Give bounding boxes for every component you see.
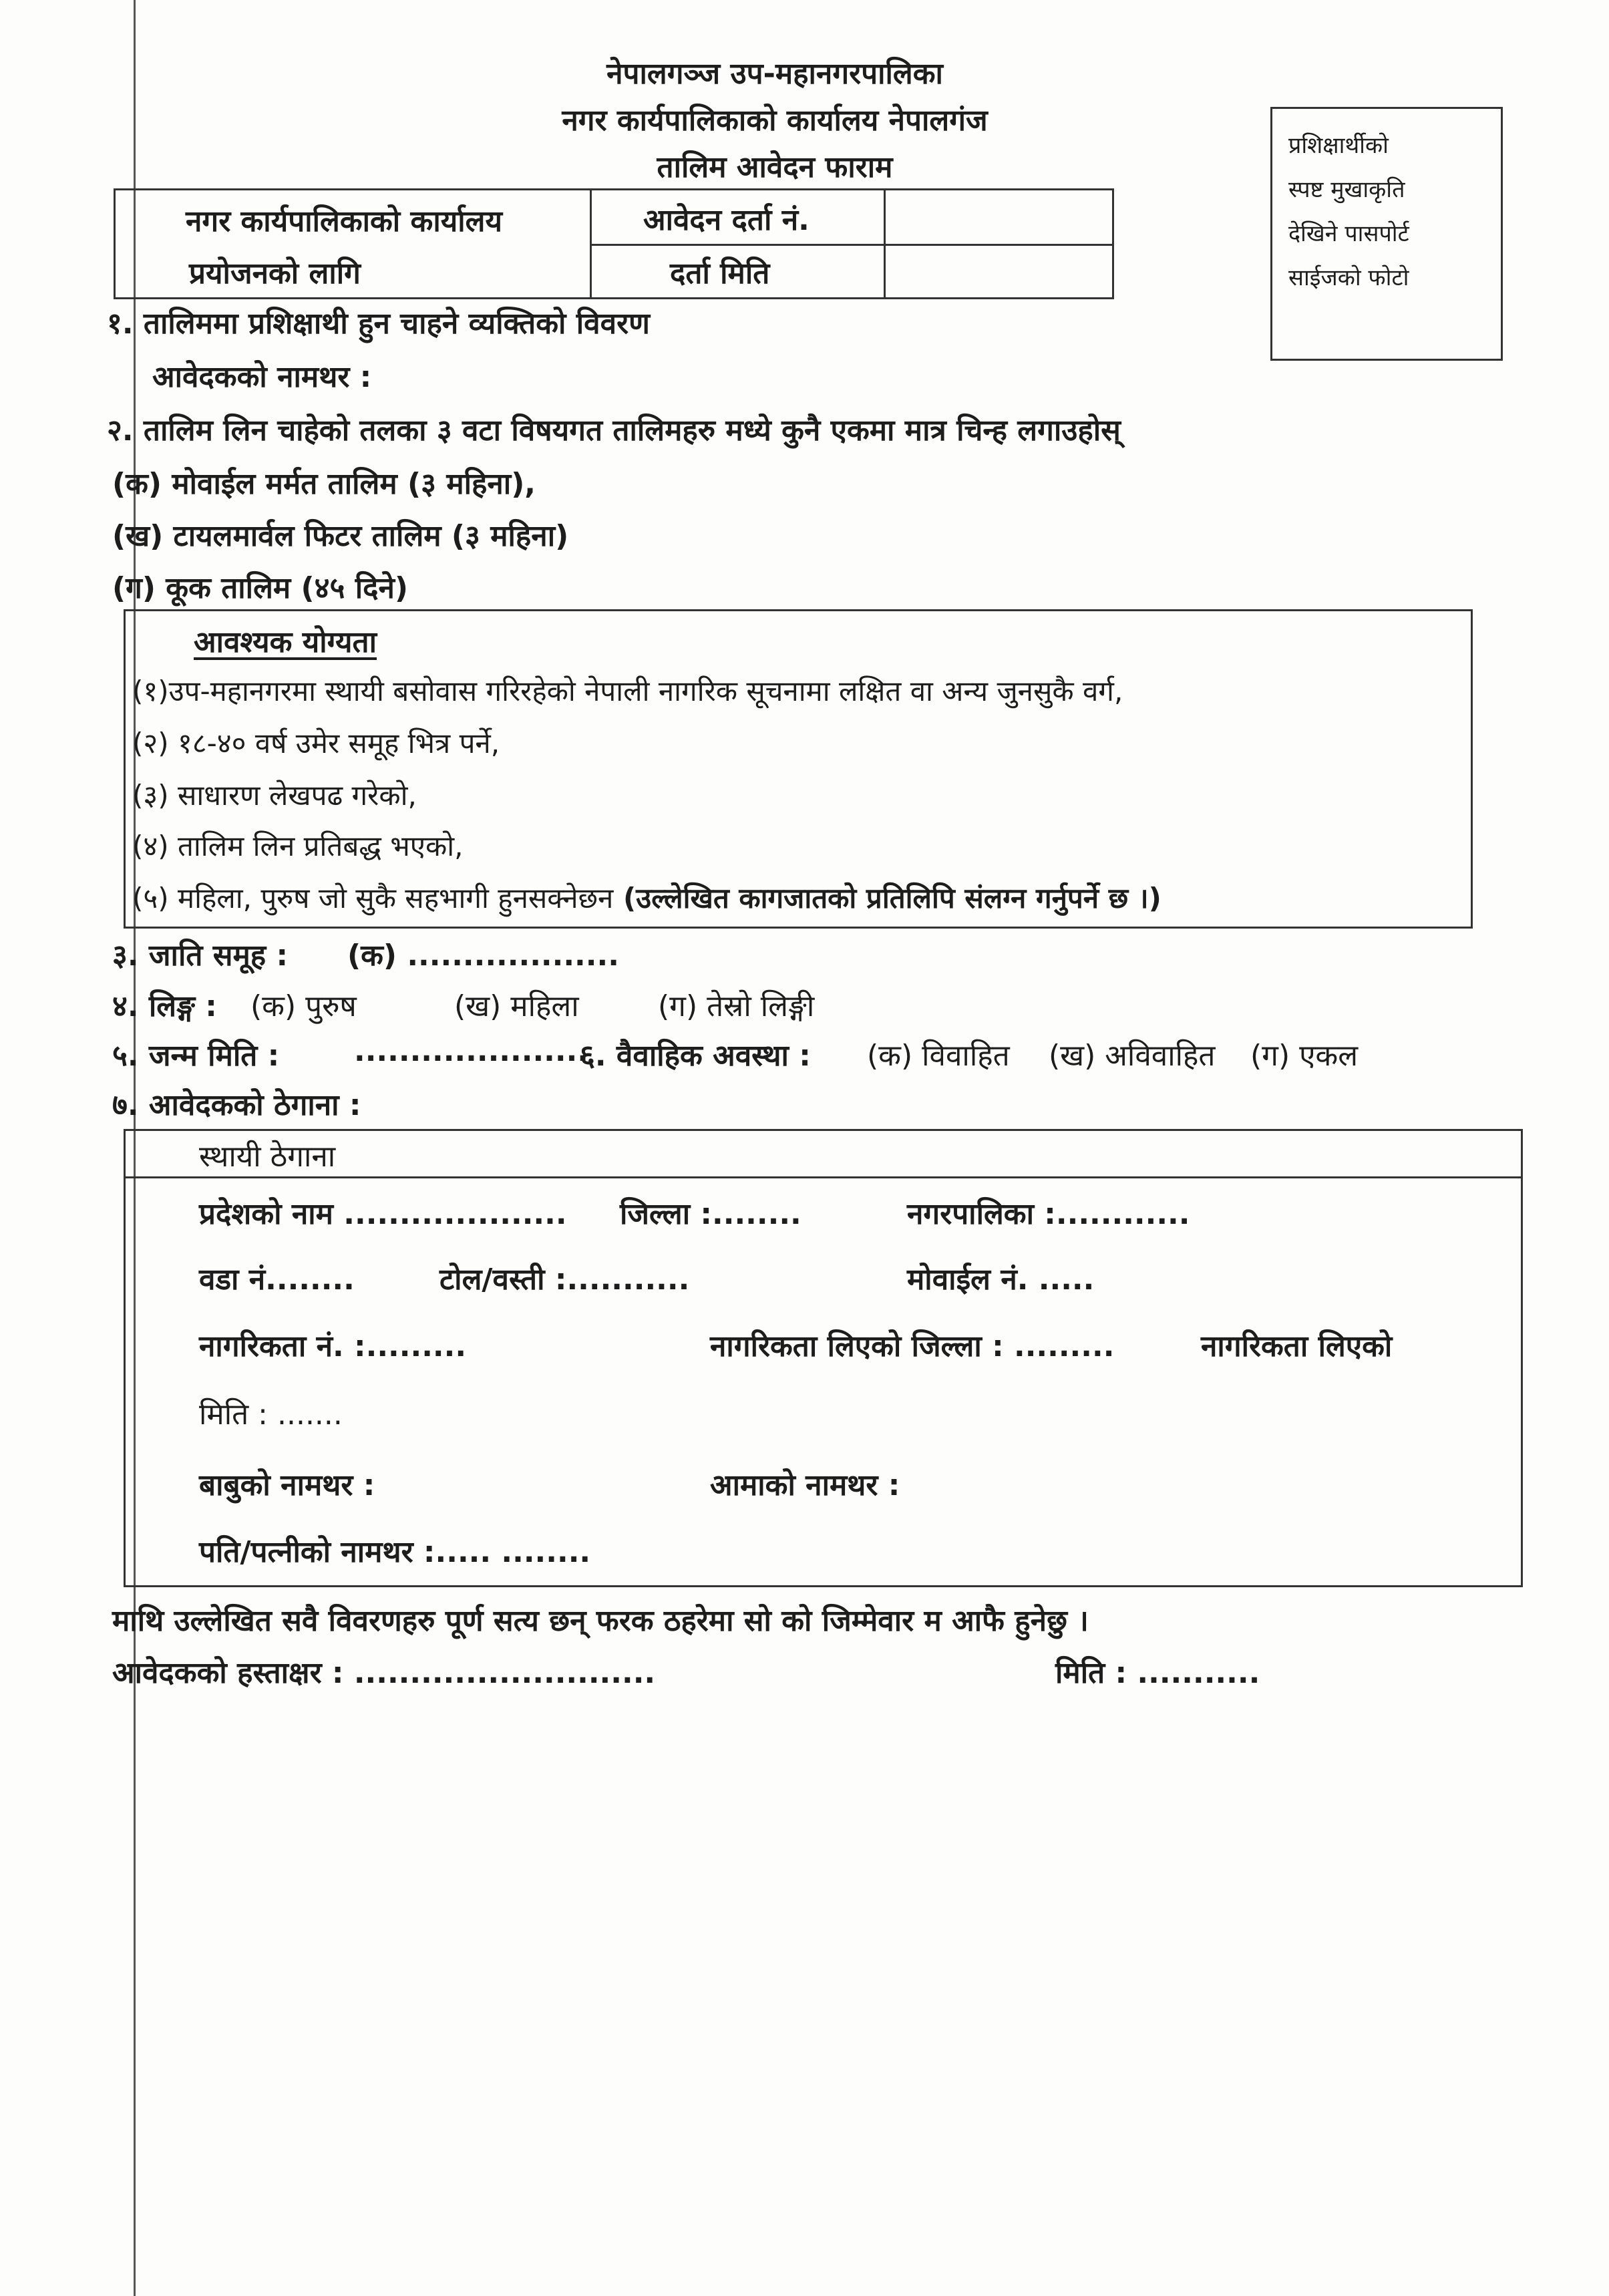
gender-option-female[interactable]: (ख) महिला — [454, 989, 579, 1023]
training-option-mobile[interactable]: (क) मोवाईल मर्मत तालिम (३ महिना), — [112, 467, 536, 501]
registration-date-label: दर्ता मिति — [670, 257, 770, 291]
table-divider — [590, 244, 1112, 246]
qualification-document-note: (उल्लेखित कागजातको प्रतिलिपि संलग्न गर्नुपर्ने छ ।) — [613, 882, 1161, 915]
photo-box-line3: देखिने पासपोर्ट — [1288, 220, 1409, 247]
registration-date-field[interactable] — [890, 249, 1104, 295]
photo-box-line2: स्पष्ट मुखाकृति — [1288, 176, 1405, 203]
province-name-field[interactable]: प्रदेशको नाम .................... — [199, 1197, 567, 1231]
citizenship-date-field[interactable]: मिति : ....... — [199, 1398, 343, 1432]
office-use-label-2: प्रयोजनको लागि — [189, 257, 361, 291]
qualification-item: (४) तालिम लिन प्रतिबद्ध भएको, — [132, 830, 464, 862]
marital-option-single[interactable]: (ग) एकल — [1250, 1039, 1359, 1073]
tole-field[interactable]: टोल/वस्ती :........... — [439, 1263, 690, 1297]
municipality-field[interactable]: नगरपालिका :............ — [907, 1197, 1190, 1231]
registration-number-label: आवेदन दर्ता नं. — [643, 203, 810, 237]
qualification-item-5-text: (५) महिला, पुरुष जो सुकै सहभागी हुनसक्नेछन — [132, 882, 614, 915]
district-field[interactable]: जिल्ला :........ — [620, 1197, 801, 1231]
qualification-item: (१)उप-महानगरमा स्थायी बसोवास गरिरहेको नेपाली नागरिक सूचनामा लक्षित वा अन्य जुनसुकै वर्ग, — [132, 675, 1123, 707]
mother-name-field[interactable]: आमाको नामथर : — [710, 1468, 900, 1502]
mobile-number-field[interactable]: मोवाईल नं. ..... — [907, 1263, 1095, 1297]
signature-date-field[interactable]: मिति : ........... — [1055, 1656, 1260, 1690]
citizenship-date-label: नागरिकता लिएको — [1201, 1329, 1393, 1363]
applicant-name-field[interactable] — [427, 359, 1229, 397]
gender-option-male[interactable]: (क) पुरुष — [250, 989, 357, 1023]
qualification-item — [132, 878, 1161, 917]
caste-field[interactable]: (क) ................... — [347, 939, 619, 973]
training-option-tile-fitter[interactable]: (ख) टायलमार्वल फिटर तालिम (३ महिना) — [112, 519, 569, 553]
qualification-item: (३) साधारण लेखपढ गरेको, — [132, 779, 417, 812]
header-municipality: नेपालगञ्ज उप-महानगरपालिका — [606, 57, 943, 91]
office-use-label-1: नगर कार्यपालिकाको कार्यालय — [186, 204, 502, 238]
declaration-text: माथि उल्लेखित सवै विवरणहरु पूर्ण सत्य छन् फरक ठहरेमा सो को जिम्मेवार म आफै हुनेछु । — [112, 1604, 1089, 1638]
training-option-cook[interactable]: (ग) कूक तालिम (४५ दिने) — [112, 571, 409, 605]
office-use-table — [114, 188, 1114, 299]
spouse-name-field[interactable]: पति/पत्नीको नामथर :..... ........ — [199, 1535, 591, 1569]
registration-number-field[interactable] — [890, 194, 1104, 240]
ward-number-field[interactable]: वडा नं........ — [199, 1263, 355, 1297]
applicant-name-label: आवेदकको नामथर : — [152, 360, 372, 394]
photo-box-line4: साईजको फोटो — [1288, 265, 1409, 291]
photo-box-line1: प्रशिक्षार्थीको — [1288, 132, 1389, 159]
section-7-address-label: ७. आवेदकको ठेगाना : — [112, 1088, 361, 1122]
gender-option-third[interactable]: (ग) तेस्रो लिङ्गी — [658, 989, 815, 1023]
marital-option-married[interactable]: (क) विवाहित — [867, 1039, 1010, 1073]
qualifications-title: आवश्यक योग्यता — [194, 625, 377, 659]
marital-option-unmarried[interactable]: (ख) अविवाहित — [1049, 1039, 1216, 1073]
father-name-field[interactable]: बाबुको नामथर : — [199, 1468, 375, 1502]
section-2-title: २. तालिम लिन चाहेको तलका ३ वटा विषयगत तालिमहरु मध्ये कुनै एकमा मात्र चिन्ह लगाउहोस् — [107, 414, 1121, 448]
section-6-marital-label: ६. वैवाहिक अवस्था : — [580, 1039, 811, 1073]
permanent-address-title: स्थायी ठेगाना — [199, 1140, 336, 1174]
header-form-title: तालिम आवेदन फाराम — [657, 150, 893, 184]
qualifications-box — [124, 609, 1473, 929]
address-box-divider — [126, 1176, 1521, 1178]
citizenship-number-field[interactable]: नागरिकता नं. :......... — [199, 1329, 467, 1363]
citizenship-district-field[interactable]: नागरिकता लिएको जिल्ला : ......... — [710, 1329, 1115, 1363]
permanent-address-box — [124, 1129, 1523, 1587]
applicant-signature-field[interactable]: आवेदकको हस्ताक्षर : ........................... — [112, 1656, 656, 1690]
header-office: नगर कार्यपालिकाको कार्यालय नेपालगंज — [562, 104, 988, 138]
section-5-dob-label: ५. जन्म मिति : — [112, 1039, 280, 1073]
section-4-gender-label: ४. लिङ्ग : — [112, 989, 217, 1023]
section-1-title: १. तालिममा प्रशिक्षाथी हुन चाहने व्यक्तिको विवरण — [107, 307, 650, 341]
dob-field[interactable]: ..................... — [354, 1034, 589, 1068]
photo-box — [1270, 107, 1503, 361]
section-3-caste-label: ३. जाति समूह : — [112, 939, 289, 973]
qualification-item: (२) १८-४० वर्ष उमेर समूह भित्र पर्ने, — [132, 727, 500, 760]
